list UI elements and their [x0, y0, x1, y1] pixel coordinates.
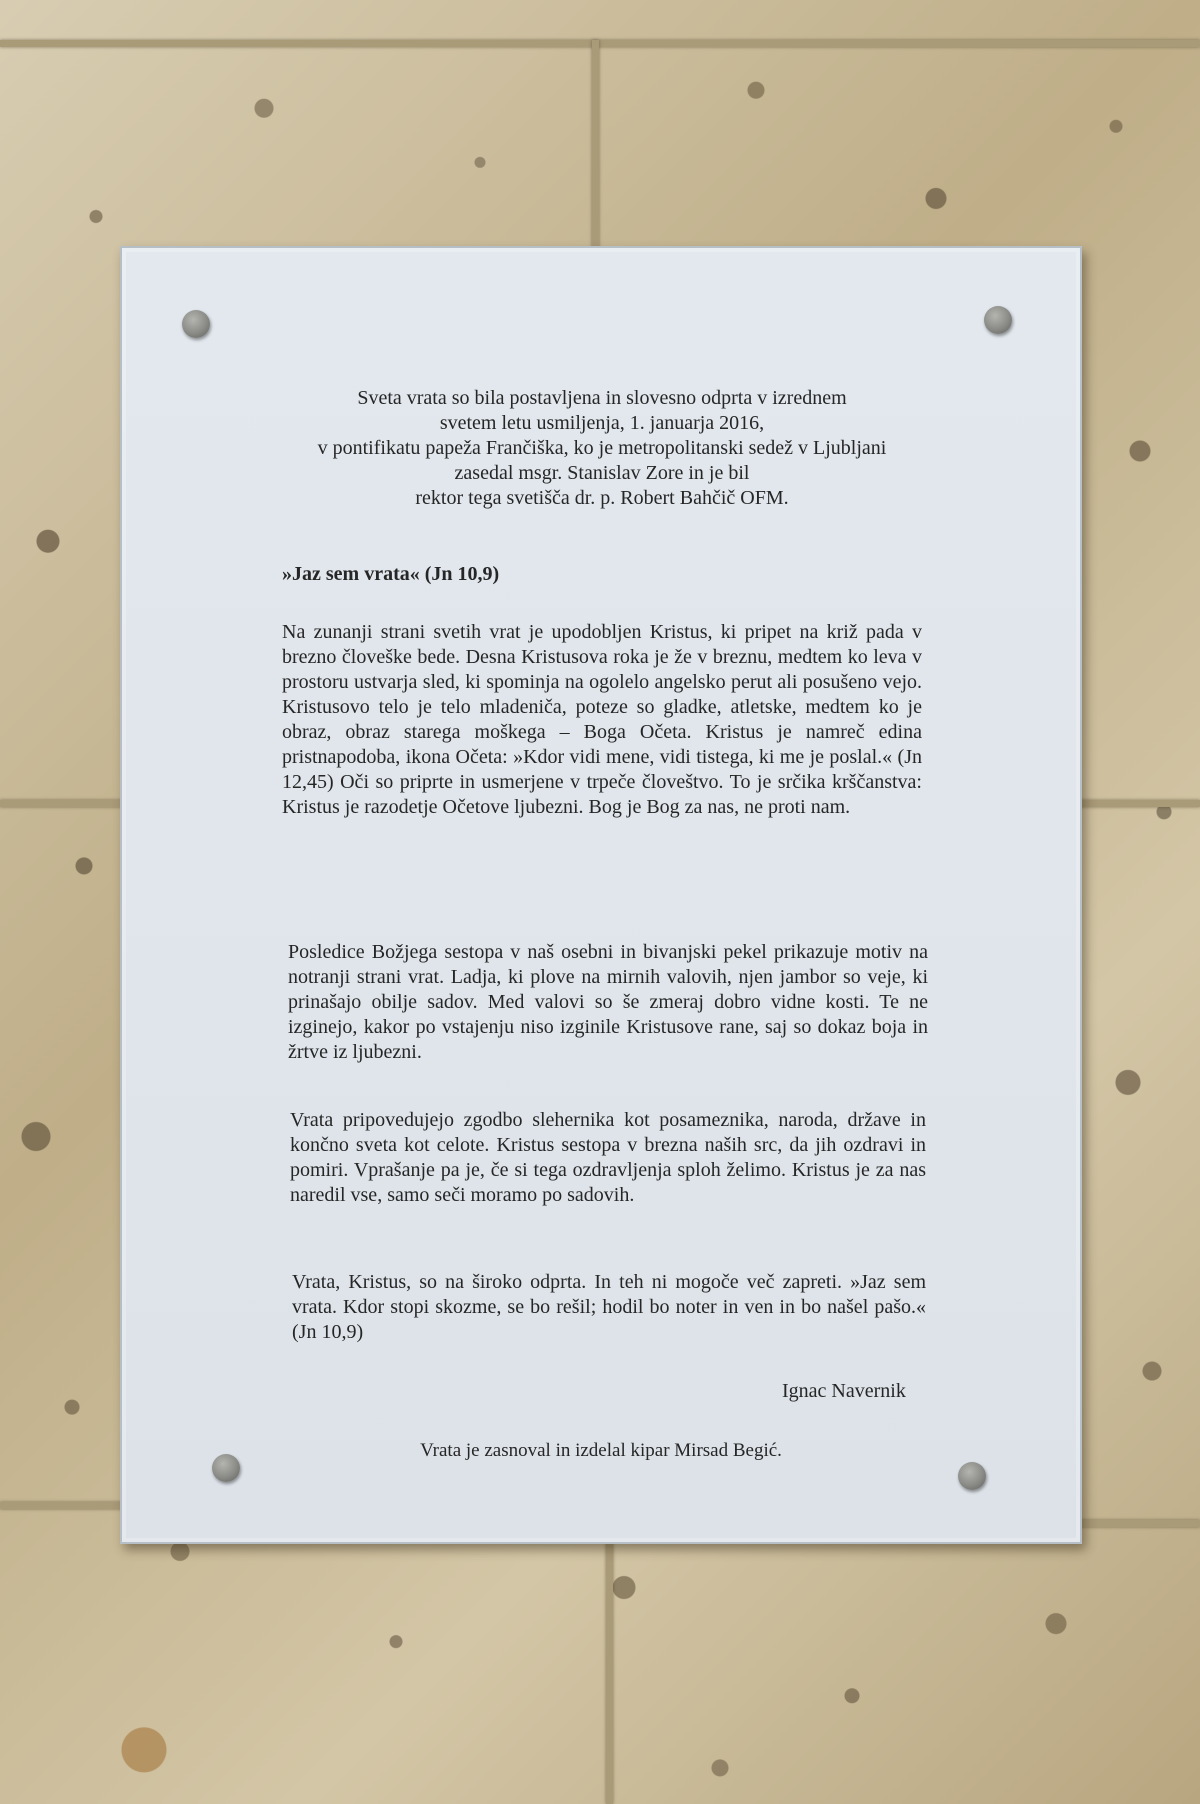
mortar-joint — [1075, 800, 1200, 807]
dedication-line: svetem letu usmiljenja, 1. januarja 2016, — [439, 412, 765, 434]
mortar-joint — [0, 800, 125, 807]
mortar-joint — [0, 40, 1200, 47]
dedication-line: v pontifikatu papeža Frančiška, ko je metropolitanski sedež v Ljubljani — [317, 437, 887, 459]
dedication-line: zasedal msgr. Stanislav Zore in je bil — [454, 462, 750, 484]
author-signature: Ignac Navernik — [782, 1380, 906, 1402]
paragraph-story: Vrata pripovedujejo zgodbo slehernika kot posameznika, naroda, države in končno sveta kot celote. Kristus sestopa v brezna naših src, da jih ozdravi in pomiri. Vprašanje pa je, če si tega ozdravljenja sploh želimo. Kristus je za nas naredil vse, samo seči moramo po sadovih. — [290, 1109, 926, 1206]
paragraph-exterior: Na zunanji strani svetih vrat je upodobljen Kristus, ki pripet na križ pada v brezno človeške bede. Desna Kristusova roka je že v breznu, medtem ko leva v prostoru ustvarja sled, ki spominja na ogolelo angelsko perut ali posušeno vejo. Kristusovo telo je telo mladeniča, poteze so gladke, atletske, medtem ko je obraz, obraz starega moškega – Boga Očeta. Kristus je namreč edina pristnapodoba, ikona Očeta: »Kdor vidi mene, vidi tistega, ki me je poslal.« (Jn 12,45) Oči so priprte in usmerjene v trpeče človeštvo. To je srčika krščanstva: Kristus je razodetje Očetove ljubezni. Bog je Bog za nas, ne proti nam. — [282, 621, 922, 818]
dedication-line: rektor tega svetišča dr. p. Robert Bahčič OFM. — [415, 487, 789, 509]
dedication-line: Sveta vrata so bila postavljena in slovesno odprta v izrednem — [357, 387, 847, 409]
bolt-icon — [182, 310, 210, 338]
paragraph-open-door: Vrata, Kristus, so na široko odprta. In teh ni mogoče več zapreti. »Jaz sem vrata. Kdor stopi skozme, se bo rešil; hodil bo noter in ven in bo našel pašo.« (Jn 10,9) — [292, 1271, 926, 1343]
bolt-icon — [984, 306, 1012, 334]
bolt-icon — [958, 1462, 986, 1490]
mortar-joint — [606, 1540, 613, 1804]
mortar-joint — [0, 1502, 140, 1509]
paragraph-interior: Posledice Božjega sestopa v naš osebni in bivanjski pekel prikazuje motiv na notranji strani vrat. Ladja, ki plove na mirnih valovih, njen jambor so veje, ki prinašajo obilje sadov. Med valovi so še zmeraj dobro vidne kosti. Te ne izginejo, kakor po vstajenju niso izginile Kristusove rane, saj so dokaz boja in žrtve iz ljubezni. — [288, 941, 928, 1063]
plaque-heading: »Jaz sem vrata« (Jn 10,9) — [282, 563, 500, 585]
memorial-plaque — [120, 246, 1082, 1544]
dedication-text — [262, 386, 942, 511]
mortar-joint — [592, 40, 599, 250]
sculptor-credit: Vrata je zasnoval in izdelal kipar Mirsad Begić. — [420, 1440, 782, 1461]
